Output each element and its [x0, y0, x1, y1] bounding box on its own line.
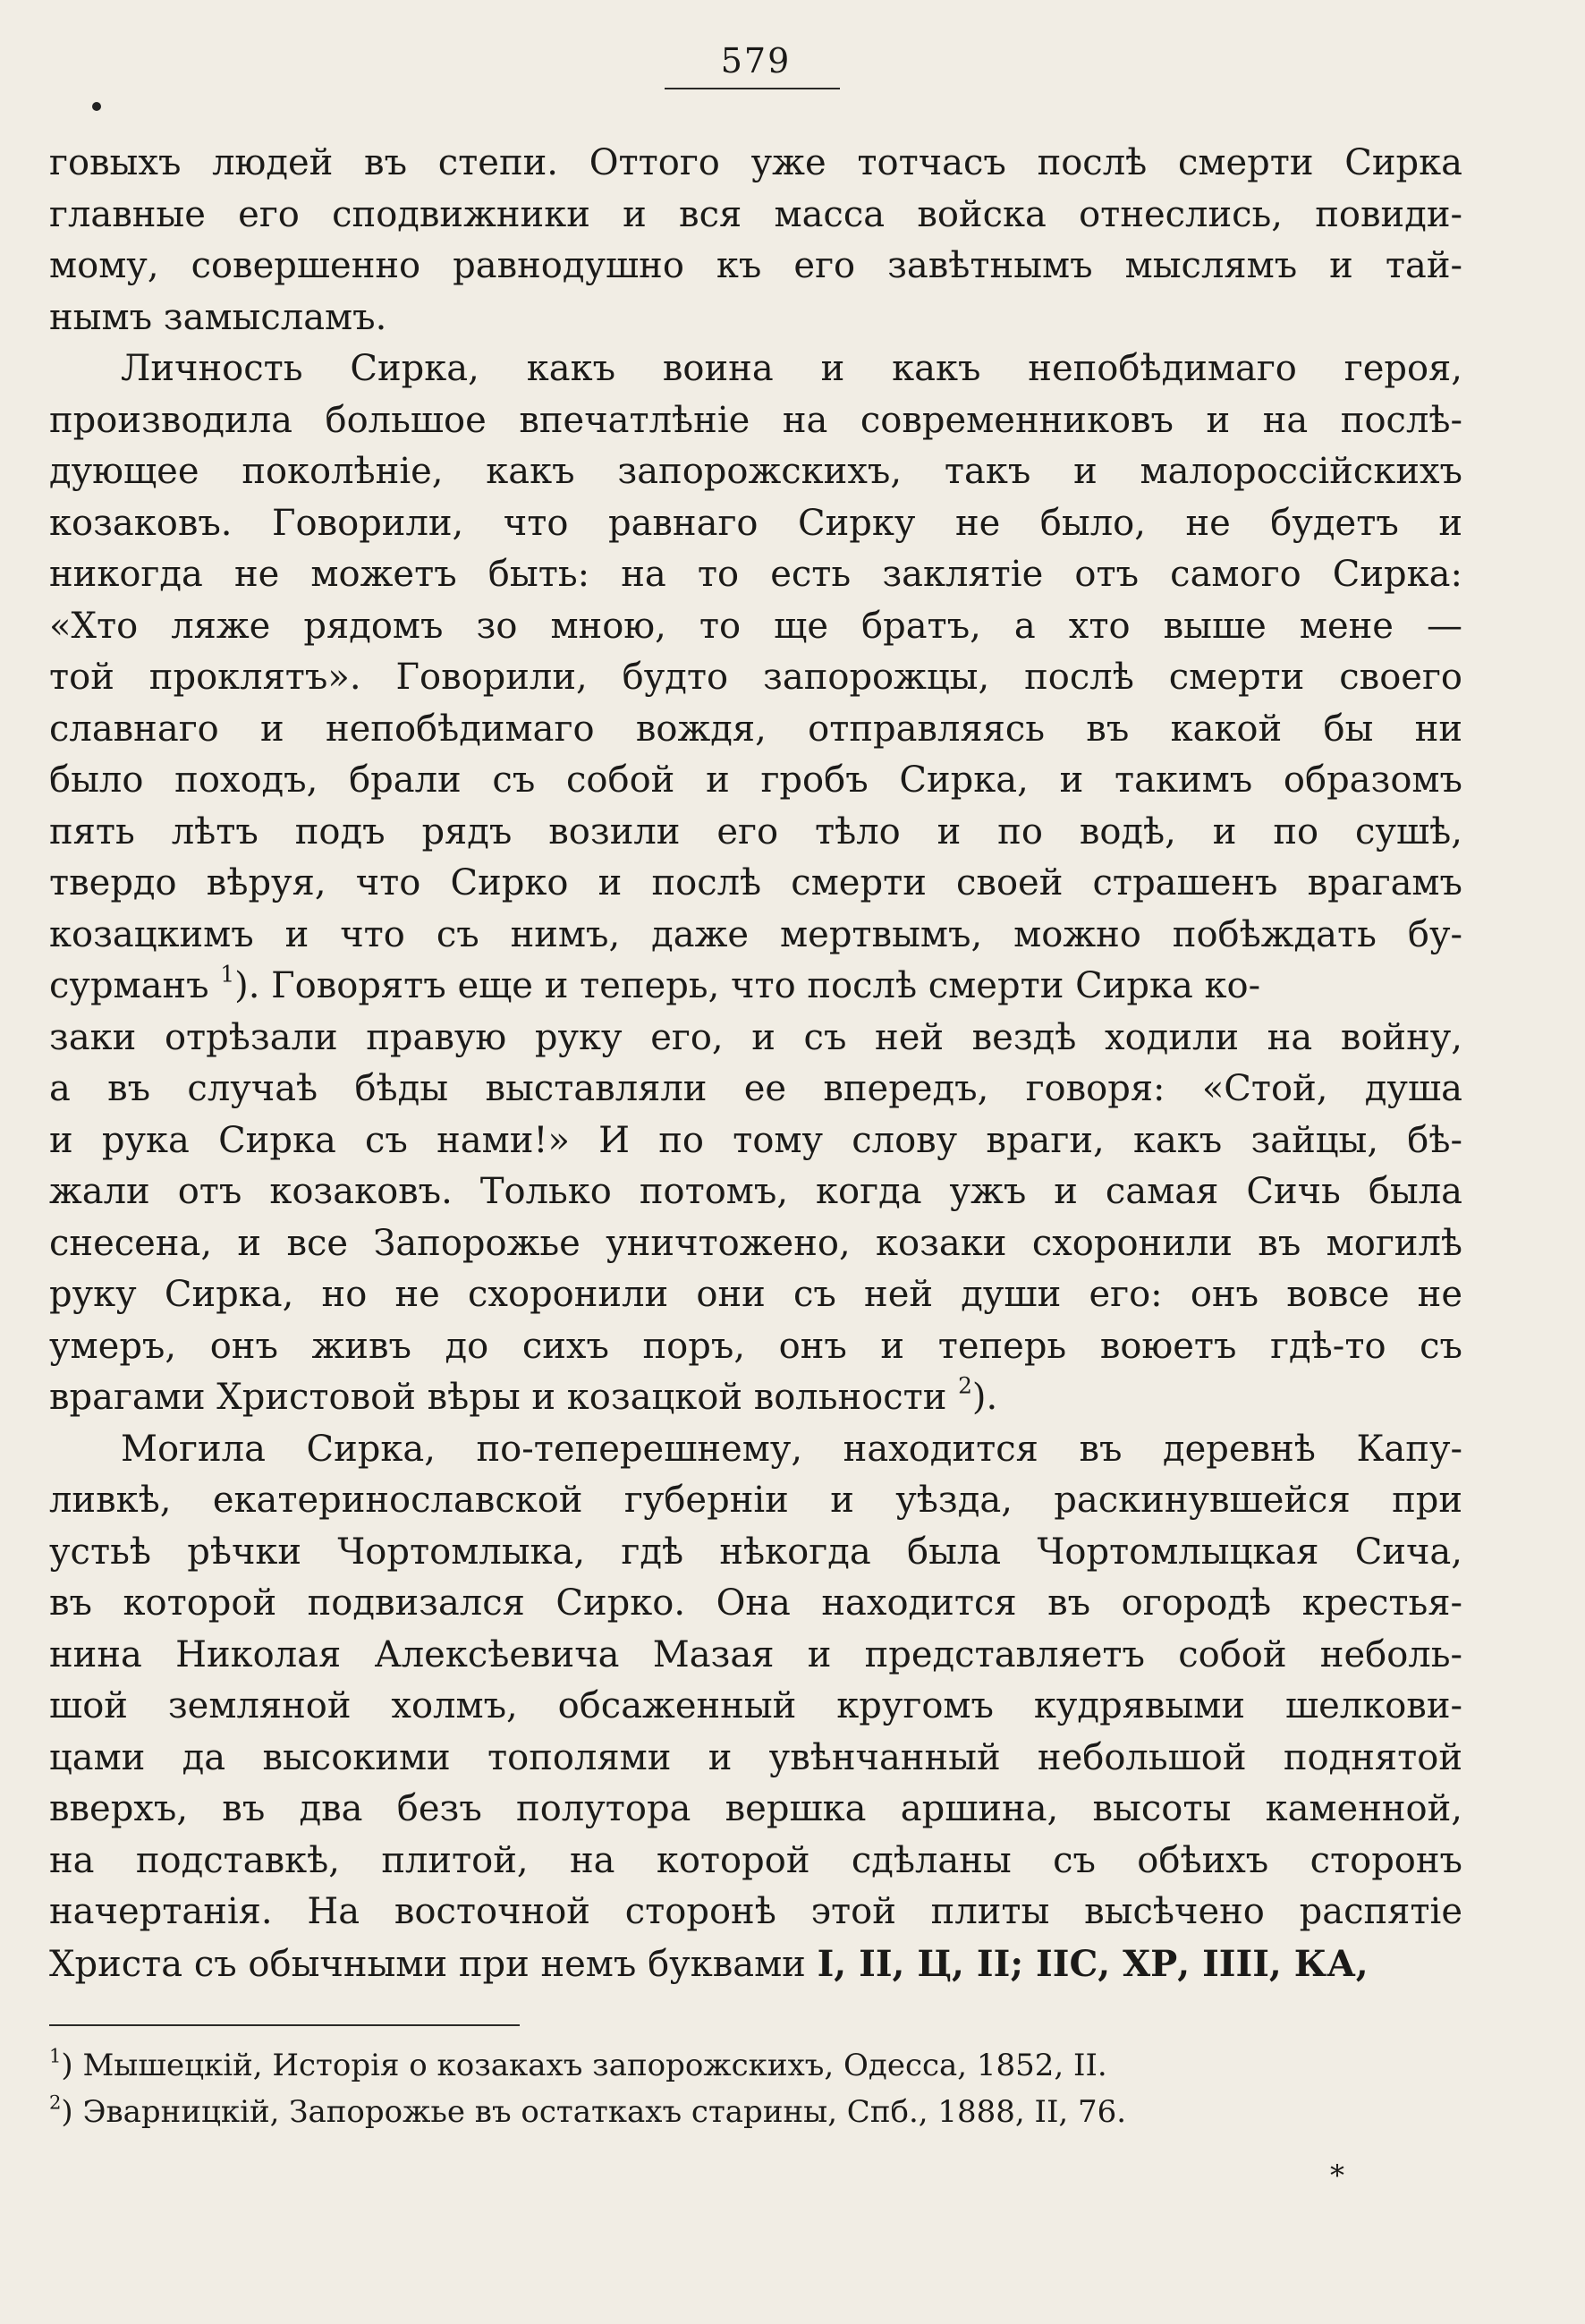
page-number: 579: [720, 41, 792, 81]
book-page: [49, 27, 1462, 2299]
text-line: въ которой подвизался Сирко. Она находится въ огородѣ крестья-: [49, 1582, 1462, 1624]
text-line: славнаго и непобѣдимаго вождя, отправляясь въ какой бы ни: [49, 708, 1462, 750]
footnote-1: [49, 2042, 1462, 2089]
text-line: никогда не можетъ быть: на то есть заклятіе отъ самого Сирка:: [49, 554, 1462, 595]
text-line: было походъ, брали съ собой и гробъ Сирка, и такимъ образомъ: [49, 759, 1462, 801]
text-line: шой земляной холмъ, обсаженный кругомъ кудрявыми шелкови-: [49, 1685, 1462, 1726]
text-line: цами да высокими тополями и увѣнчанный небольшой поднятой: [49, 1736, 1462, 1778]
signature-mark: *: [1330, 2159, 1344, 2193]
text-segment: ).: [971, 1377, 998, 1418]
text-line: твердо вѣруя, что Сирко и послѣ смерти своей страшенъ врагамъ: [49, 862, 1462, 903]
text-segment: Христа съ обычными при немъ буквами: [49, 1943, 818, 1985]
text-line: начертанія. На восточной сторонѣ этой плиты высѣчено распятіе: [49, 1891, 1462, 1932]
body-text: [49, 138, 1462, 1989]
text-line: жали отъ козаковъ. Только потомъ, когда ужъ и самая Сичь была: [49, 1171, 1462, 1212]
text-line: мому, совершенно равнодушно къ его завѣтнымъ мыслямъ и тай-: [49, 245, 1462, 286]
text-line: нымъ замысламъ.: [49, 296, 387, 338]
text-line: [49, 961, 1462, 1013]
text-line: главные его сподвижники и вся масса войска отнеслись, повиди-: [49, 193, 1462, 235]
text-line: устьѣ рѣчки Чортомлыка, гдѣ нѣкогда была Чортомлыцкая Сича,: [49, 1531, 1462, 1573]
text-line: козаковъ. Говорили, что равнаго Сирку не было, не будетъ и: [49, 502, 1462, 544]
text-segment: ). Говорятъ еще и теперь, что послѣ смерти Сирка ко-: [234, 965, 1261, 1006]
paragraph-first-line: Личность Сирка, какъ воина и какъ непобѣдимаго героя,: [121, 348, 1462, 389]
text-line: пять лѣтъ подъ рядъ возили его тѣло и по водѣ, и по сушѣ,: [49, 810, 1462, 852]
text-segment: сурманъ: [49, 965, 221, 1006]
footnote-text: ) Эварницкій, Запорожье въ остаткахъ старины, Спб., 1888, II, 76.: [61, 2094, 1127, 2130]
text-line: руку Сирка, но не схоронили они съ ней души его: онъ вовсе не: [49, 1274, 1462, 1315]
footnotes: [49, 2042, 1462, 2135]
ink-speck: [92, 102, 101, 111]
text-segment: врагами Христовой вѣры и козацкой вольности: [49, 1377, 959, 1418]
text-line: той проклятъ». Говорили, будто запорожцы, послѣ смерти своего: [49, 657, 1462, 698]
footnote-ref-2: 2: [958, 1372, 972, 1399]
text-line: на подставкѣ, плитой, на которой сдѣланы съ обѣихъ сторонъ: [49, 1839, 1462, 1881]
footnote-2: [49, 2089, 1462, 2135]
text-line: производила большое впечатлѣніе на современниковъ и на послѣ-: [49, 399, 1462, 441]
footnote-rule: [49, 2024, 520, 2026]
text-line: дующее поколѣніе, какъ запорожскихъ, такъ и малороссійскихъ: [49, 451, 1462, 492]
footnote-ref-1: 1: [220, 961, 235, 988]
text-line: ливкѣ, екатеринославской губерніи и уѣзда, раскинувшейся при: [49, 1480, 1462, 1521]
text-line: снесена, и все Запорожье уничтожено, козаки схоронили въ могилѣ: [49, 1222, 1462, 1264]
text-line: козацкимъ и что съ нимъ, даже мертвымъ, можно побѣждать бу-: [49, 913, 1462, 955]
footnote-text: ) Мышецкій, Исторія о козакахъ запорожскихъ, Одесса, 1852, II.: [61, 2048, 1107, 2083]
text-line: вверхъ, въ два безъ полутора вершка аршина, высоты каменной,: [49, 1788, 1462, 1829]
text-line: «Хто ляже рядомъ зо мною, то ще братъ, а хто выше мене —: [49, 605, 1462, 647]
text-line: [49, 1372, 1462, 1424]
footnote-mark: 2: [49, 2091, 62, 2114]
inscription-letters: І, ІІ, Ц, ІІ; ІІС, ХР, ІІІІ, КА,: [817, 1942, 1369, 1985]
footnote-mark: 1: [49, 2044, 62, 2067]
text-line: заки отрѣзали правую руку его, и съ ней вездѣ ходили на войну,: [49, 1016, 1462, 1058]
text-line: умеръ, онъ живъ до сихъ поръ, онъ и теперь воюетъ гдѣ-то съ: [49, 1325, 1462, 1367]
text-line: говыхъ людей въ степи. Оттого уже тотчасъ послѣ смерти Сирка: [49, 142, 1462, 183]
header-rule: [665, 88, 840, 89]
paragraph-first-line: Могила Сирка, по-теперешнему, находится въ деревнѣ Капу-: [121, 1428, 1462, 1470]
text-line: [49, 1938, 1462, 1990]
text-line: нина Николая Алексѣевича Мазая и представляетъ собой неболь-: [49, 1633, 1462, 1675]
text-line: и рука Сирка съ нами!» И по тому слову враги, какъ зайцы, бѣ-: [49, 1119, 1462, 1161]
text-line: а въ случаѣ бѣды выставляли ее впередъ, говоря: «Стой, душа: [49, 1068, 1462, 1109]
